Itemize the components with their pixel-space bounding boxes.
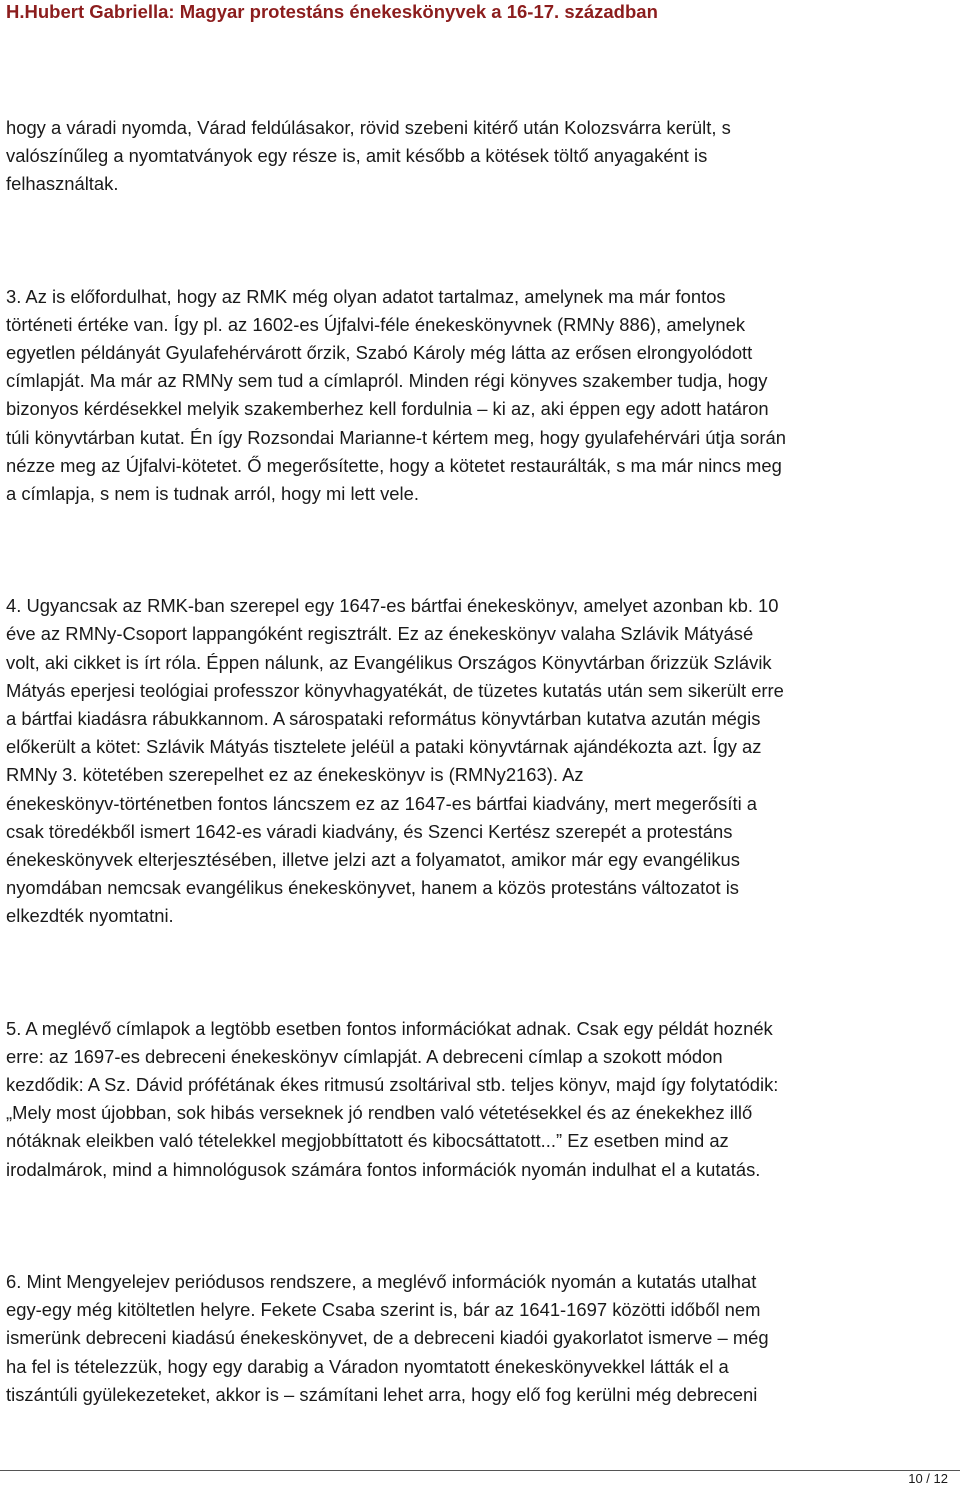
paragraph-point-5	[6, 1015, 956, 1184]
text-line: RMNy 3. kötetében szerepelhet ez az énekeskönyv is (RMNy2163). Az	[6, 764, 584, 786]
text-line: elkezdték nyomtatni.	[6, 905, 174, 927]
text-line: kezdődik: A Sz. Dávid prófétának ékes ritmusú zsoltárival stb. teljes könyv, majd így folytatódik:	[6, 1074, 779, 1096]
text-line: 3. Az is előfordulhat, hogy az RMK még olyan adatot tartalmaz, amelynek ma már fontos	[6, 285, 726, 307]
text-line: 6. Mint Mengyelejev periódusos rendszere, a meglévő információk nyomán a kutatás utalhat	[6, 1270, 757, 1292]
text-line: erre: az 1697-es debreceni énekeskönyv címlapját. A debreceni címlap a szokott módon	[6, 1045, 723, 1067]
text-line: nyomdában nemcsak evangélikus énekeskönyvet, hanem a közös protestáns változatot is	[6, 877, 739, 899]
text-line: volt, aki cikket is írt róla. Éppen nálunk, az Evangélikus Országos Könyvtárban őrizzük Szlávik	[6, 651, 772, 673]
paragraph-point-4	[6, 592, 956, 930]
document-header-title: H.Hubert Gabriella: Magyar protestáns énekeskönyvek a 16-17. században	[6, 1, 658, 22]
text-line: történeti értéke van. Így pl. az 1602-es Újfalvi-féle énekeskönyvnek (RMNy 886), amelynek	[6, 313, 746, 335]
text-line: címlapját. Ma már az RMNy sem tud a címlapról. Minden régi könyves szakember tudja, hogy	[6, 370, 768, 392]
text-line: énekeskönyvek elterjesztésében, illetve jelzi azt a folyamatot, amikor már egy evangélikus	[6, 849, 740, 871]
text-line: túli könyvtárban kutat. Én így Rozsondai Marianne-t kértem meg, hogy gyulafehérvári útja során	[6, 426, 786, 448]
text-line: ha fel is tételezzük, hogy egy darabig a Váradon nyomtatott énekeskönyvekkel látták el a	[6, 1355, 729, 1377]
text-line: nótáknak eleikben való tételekkel megjobbíttatott és kibocsáttatott...” Ez esetben mind az	[6, 1130, 729, 1152]
text-line: nézze meg az Újfalvi-kötetet. Ő megerősítette, hogy a kötetet restaurálták, s ma már nincs meg	[6, 454, 782, 476]
paragraph-point-6	[6, 1268, 956, 1409]
text-line: „Mely most újobban, sok hibás verseknek jó rendben való vétetésekkel és az énekekhez illő	[6, 1102, 753, 1124]
paragraph-continuation	[6, 114, 956, 199]
document-body	[6, 114, 956, 1409]
text-line: irodalmárok, mind a himnológusok számára fontos információk nyomán indulhat el a kutatás.	[6, 1158, 761, 1180]
text-line: 4. Ugyancsak az RMK-ban szerepel egy 1647-es bártfai énekeskönyv, amelyet azonban kb. 10	[6, 595, 779, 617]
text-line: éve az RMNy-Csoport lappangóként regisztrált. Ez az énekeskönyv valaha Szlávik Mátyásé	[6, 623, 754, 645]
text-line: a bártfai kiadásra rábukkannom. A sárospataki református könyvtárban kutatva azután mégis	[6, 708, 761, 730]
paragraph-point-3	[6, 283, 956, 509]
text-line: csak töredékből ismert 1642-es váradi kiadvány, és Szenci Kertész szerepét a protestáns	[6, 820, 733, 842]
text-line: Mátyás eperjesi teológiai professzor könyvhagyatékát, de tüzetes kutatás után sem sikerült erre	[6, 679, 784, 701]
text-line: a címlapja, s nem is tudnak arról, hogy mi lett vele.	[6, 483, 419, 505]
text-line: ismerünk debreceni kiadású énekeskönyvet, de a debreceni kiadói gyakorlatot ismerve – még	[6, 1327, 769, 1349]
text-line: valószínűleg a nyomtatványok egy része is, amit később a kötések töltő anyagaként is	[6, 145, 708, 167]
footer-divider	[0, 1470, 960, 1471]
text-line: felhasználtak.	[6, 173, 119, 195]
text-line: énekeskönyv-történetben fontos láncszem ez az 1647-es bártfai kiadvány, mert megerősíti a	[6, 792, 757, 814]
text-line: egyetlen példányát Gyulafehérvárott őrzik, Szabó Károly még látta az erősen elrongyolódott	[6, 342, 753, 364]
text-line: előkerült a kötet: Szlávik Mátyás tisztelete jeléül a pataki könyvtárnak ajándékozta azt. Így az	[6, 736, 762, 758]
text-line: tiszántúli gyülekezeteket, akkor is – számítani lehet arra, hogy elő fog kerülni még debreceni	[6, 1383, 758, 1405]
text-line: 5. A meglévő címlapok a legtöbb esetben fontos információkat adnak. Csak egy példát hoznék	[6, 1017, 773, 1039]
page-number: 10 / 12	[908, 1471, 948, 1486]
text-line: egy-egy még kitöltetlen helyre. Fekete Csaba szerint is, bár az 1641-1697 közötti időből nem	[6, 1299, 761, 1321]
text-line: bizonyos kérdésekkel melyik szakemberhez kell fordulnia – ki az, aki éppen egy adott határon	[6, 398, 769, 420]
text-line: hogy a váradi nyomda, Várad feldúlásakor, rövid szebeni kitérő után Kolozsvárra került, s	[6, 117, 731, 138]
